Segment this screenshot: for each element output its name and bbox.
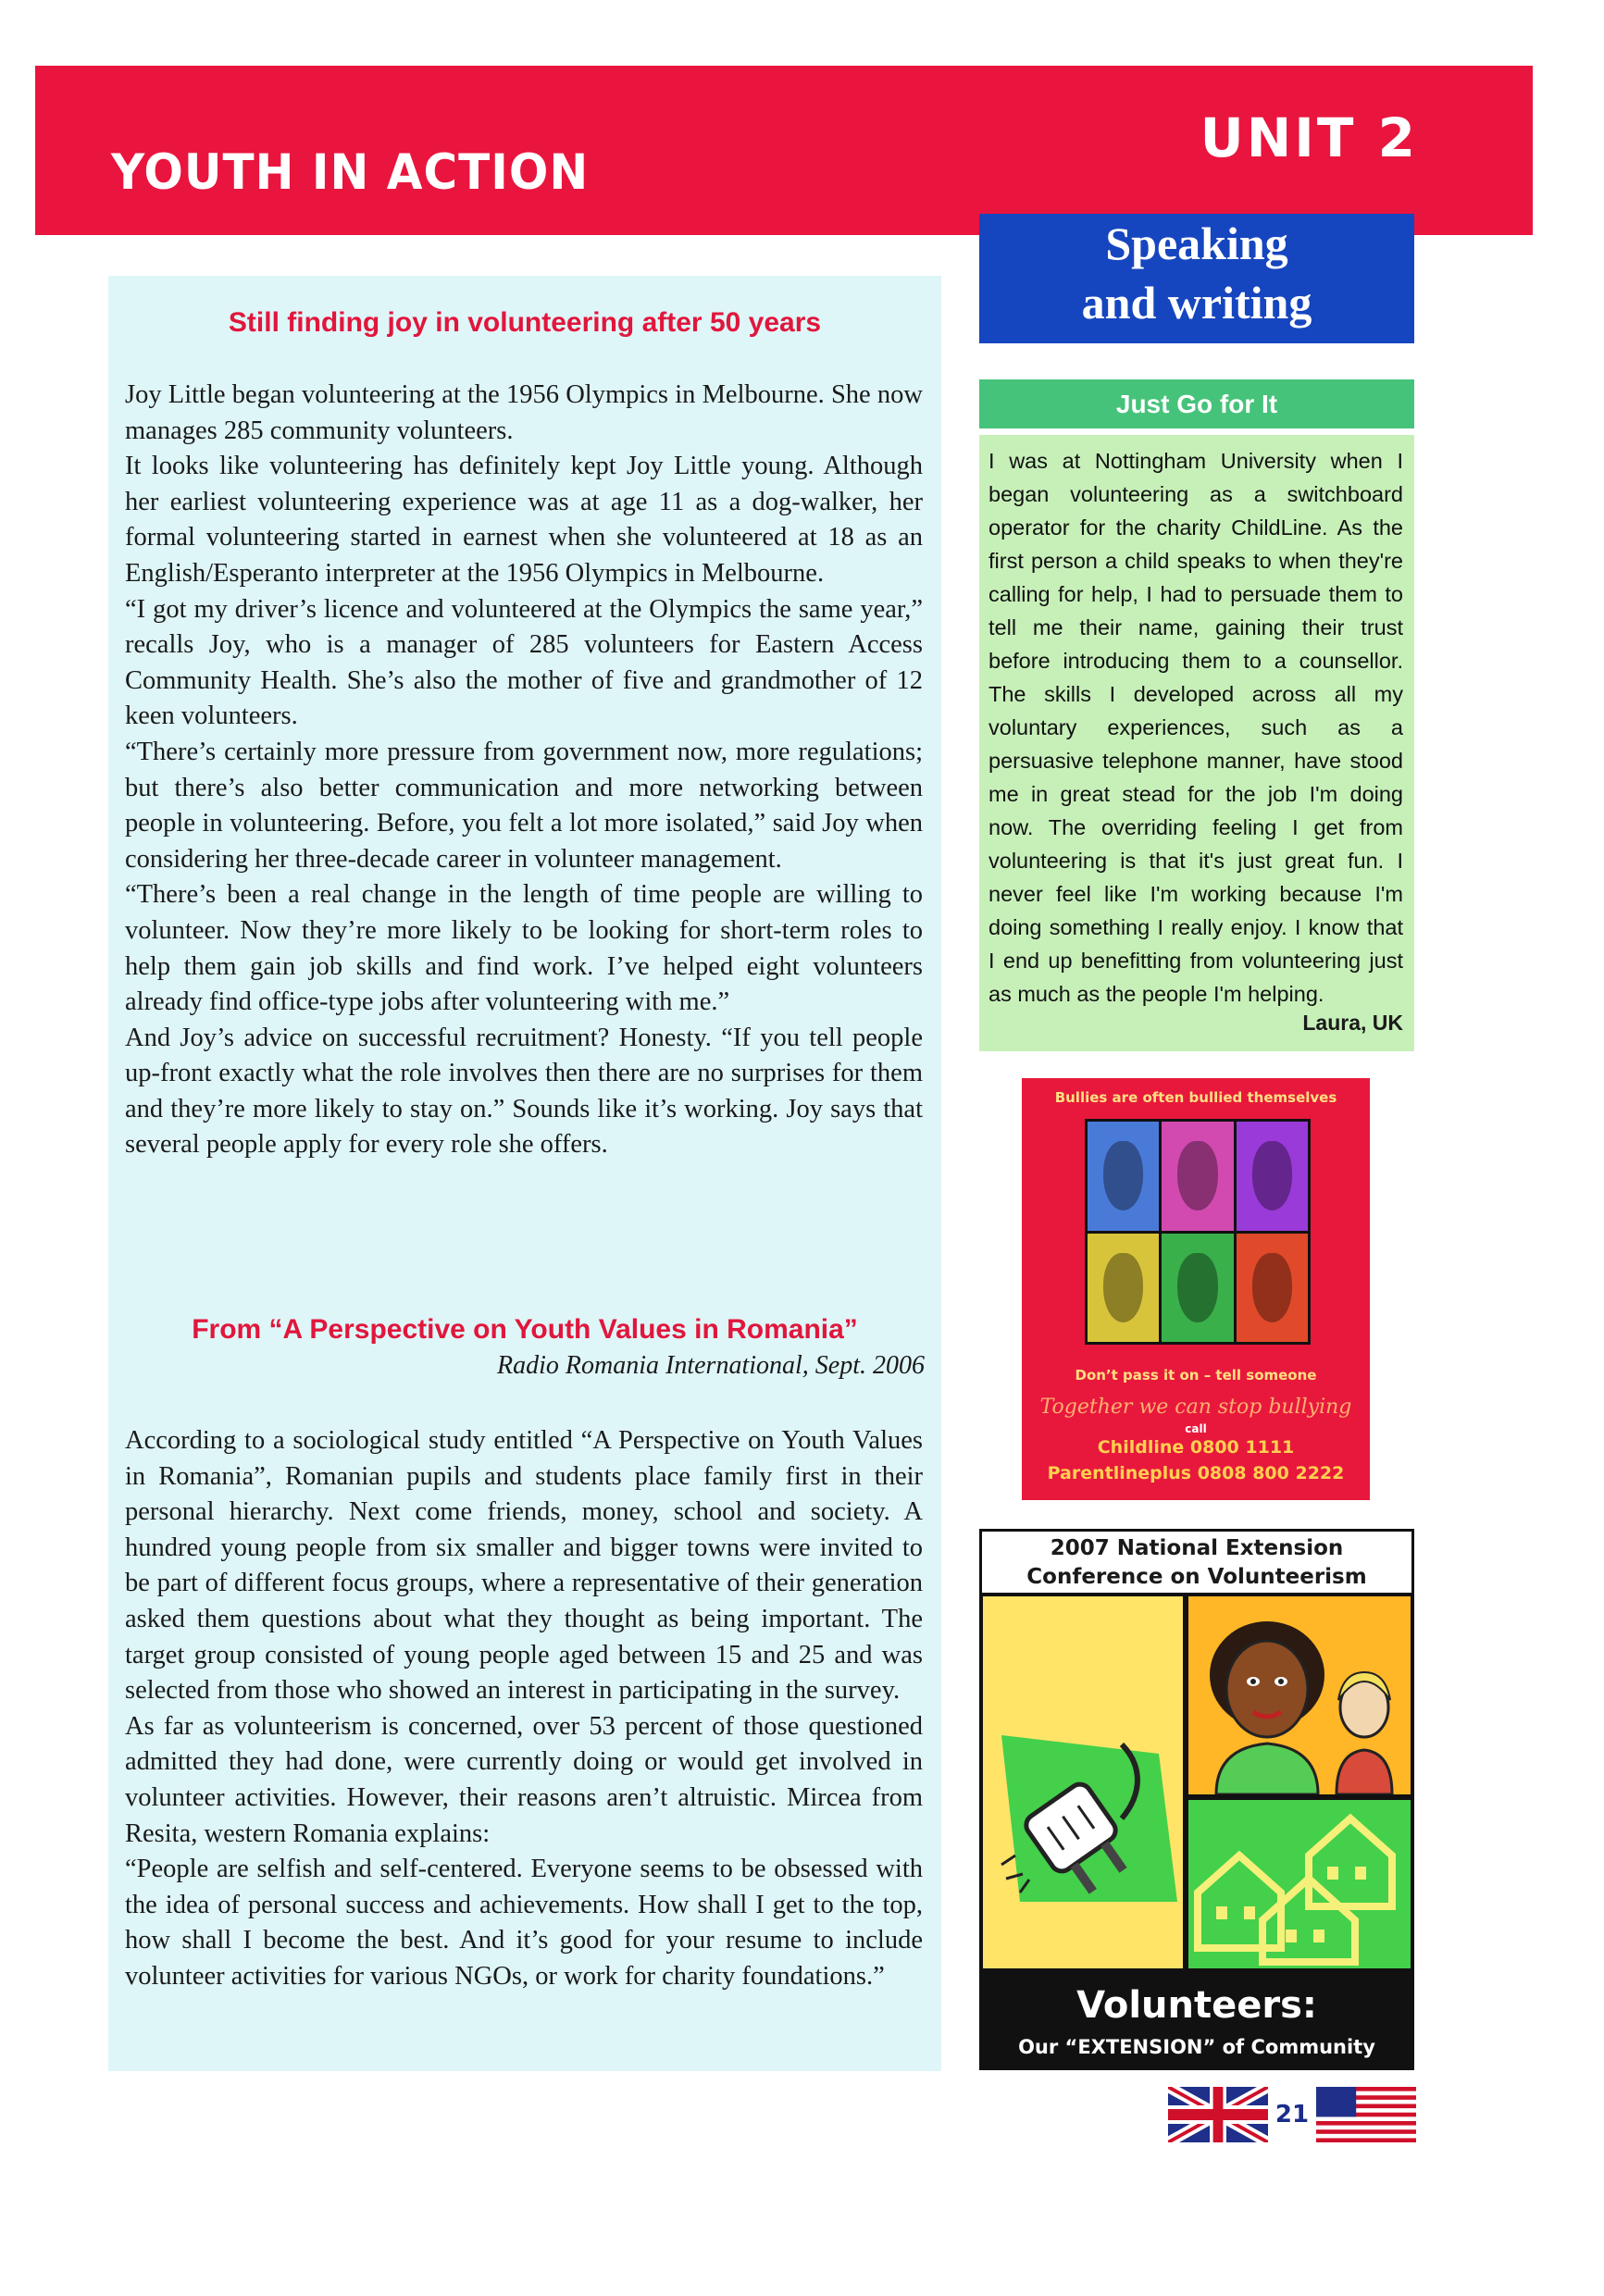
article1-paragraph: “There’s certainly more pressure from government now, more regulations; but there’s also better communication and more networking between people in volunteering. Before, you felt a lot more isolated,” said Joy when considering her three-decade career in volunteer management. <box>125 737 923 874</box>
skill-line-1: Speaking <box>1105 217 1288 269</box>
article1-title: Still finding joy in volunteering after 50 years <box>228 307 822 338</box>
poster-headline: Bullies are often bullied themselves <box>1054 1089 1337 1106</box>
anti-bullying-poster <box>1022 1078 1370 1500</box>
plug-icon <box>983 1596 1183 1968</box>
article1-paragraph: It looks like volunteering has definitely kept Joy Little young. Although her earliest volunteering experience was at age 11 as a dog-walker, her formal volunteering started in earnest when she volunteered at 18 as an English/Esperanto interpreter at the 1956 Olympics in Melbourne. <box>125 452 923 588</box>
article1-paragraph: And Joy’s advice on successful recruitment? Honesty. “If you tell people up-front exactly what the role involves then there are no surprises for them and they’re more likely to stay on.” Sounds like it’s working. Joy says that several people apply for every role she offers. <box>125 1023 923 1160</box>
people-illustration-panel <box>1188 1596 1411 1794</box>
conference-heading <box>982 1532 1411 1593</box>
poster-face-tile <box>1088 1122 1159 1231</box>
poster-face-tile <box>1237 1122 1308 1231</box>
poster-handwritten-slogan: Together we can stop bullying <box>1039 1396 1352 1419</box>
conference-poster <box>979 1529 1414 2070</box>
article1-paragraph: “I got my driver’s licence and volunteered at the Olympics the same year,” recalls Joy, who is a manager of 285 volunteers for Eastern Access Community Health. She’s also the mother of five and grandmother of 12 keen volunteers. <box>125 594 923 731</box>
article2-body <box>125 1423 923 1995</box>
poster-call-label: call <box>1185 1422 1207 1435</box>
plug-illustration-panel <box>983 1596 1183 1968</box>
poster-childline-number: Childline 0800 1111 <box>1097 1437 1295 1458</box>
header-banner <box>35 66 1533 235</box>
article2-paragraph: “People are selfish and self-centered. Everyone seems to be obsessed with the idea of personal success and achievements. How shall I get to the top, how shall I become the best. And it’s good for your resume to include volunteer activities for various NGOs, or work for charity foundations.” <box>125 1855 923 1991</box>
houses-illustration-panel <box>1188 1800 1411 1968</box>
testimonial-author: Laura, UK <box>1302 1011 1403 1035</box>
skill-line-2: and writing <box>1081 277 1312 329</box>
article1-paragraph: “There’s been a real change in the length of time people are willing to volunteer. Now they’re more likely to be looking for short-term roles to help them gain job skills and find work. I’ve helped eight volunteers already find office-type jobs after volunteering with me.” <box>125 880 923 1017</box>
article2-title: From “A Perspective on Youth Values in Romania” <box>192 1314 858 1345</box>
page-number: 21 <box>1274 2101 1310 2128</box>
article2-source: Radio Romania International, Sept. 2006 <box>497 1351 925 1380</box>
conference-heading-line-1: 2007 National Extension <box>1050 1536 1344 1560</box>
people-icon <box>1188 1596 1411 1794</box>
conference-subtitle: Our “EXTENSION” of Community <box>1018 2036 1375 2058</box>
reading-panel <box>108 276 941 2071</box>
conference-heading-line-2: Conference on Volunteerism <box>1026 1565 1367 1589</box>
article2-paragraph: According to a sociological study entitled “A Perspective on Youth Values in Romania”, Romanian pupils and students place family first in their personal hierarchy. Next come friends, money, school and society. A hundred young people from six smaller and bigger towns were invited to be part of different focus groups, where a representative of their generation asked them questions about what they thought as being important. The target group consisted of young people aged between 15 and 25 and was selected from those who showed an interest in participating in the survey. <box>125 1426 923 1706</box>
article2-paragraph: As far as volunteerism is concerned, over 53 percent of those questioned admitted they had done, were currently doing or would get involved in volunteer activities. However, their reasons aren’t altruistic. Mircea from Resita, western Romania explains: <box>125 1711 923 1848</box>
speaking-writing-box <box>979 214 1414 343</box>
unit-label: UNIT 2 <box>1200 106 1418 169</box>
article1-paragraph: Joy Little began volunteering at the 1956 Olympics in Melbourne. She now manages 285 community volunteers. <box>125 380 923 445</box>
article1-body <box>125 378 923 1163</box>
testimonial-text: I was at Nottingham University when I began volunteering as a switchboard operator for the charity ChildLine. As the first person a child speaks to when they're calling for help, I had to persuade them to tell me their name, gaining their trust before introducing them to a counsellor. The skills I developed across all my voluntary experiences, such as a persuasive telephone manner, have stood me in great stead for the job I'm doing now. The overriding feeling I get from volunteering is that it's just great fun. I never feel like I'm working because I'm doing something I really enjoy. I know that I end up benefitting from volunteering just as much as the people I'm helping. <box>989 449 1403 1006</box>
section-title: YOUTH IN ACTION <box>111 143 590 201</box>
testimonial-header: Just Go for It <box>979 379 1414 428</box>
poster-face-tile <box>1162 1122 1233 1231</box>
testimonial-box <box>979 435 1414 1051</box>
poster-face-tile <box>1162 1234 1233 1343</box>
page-footer <box>1168 2087 1416 2142</box>
poster-face-grid <box>1085 1119 1311 1345</box>
uk-flag-icon <box>1168 2087 1268 2142</box>
poster-face-tile <box>1088 1234 1159 1343</box>
conference-title: Volunteers: <box>1076 1984 1317 2027</box>
poster-parentline-number: Parentlineplus 0808 800 2222 <box>1047 1463 1345 1483</box>
poster-tagline: Don’t pass it on – tell someone <box>1075 1367 1317 1384</box>
poster-face-tile <box>1237 1234 1308 1343</box>
us-flag-icon <box>1316 2087 1416 2142</box>
houses-icon <box>1188 1800 1411 1968</box>
